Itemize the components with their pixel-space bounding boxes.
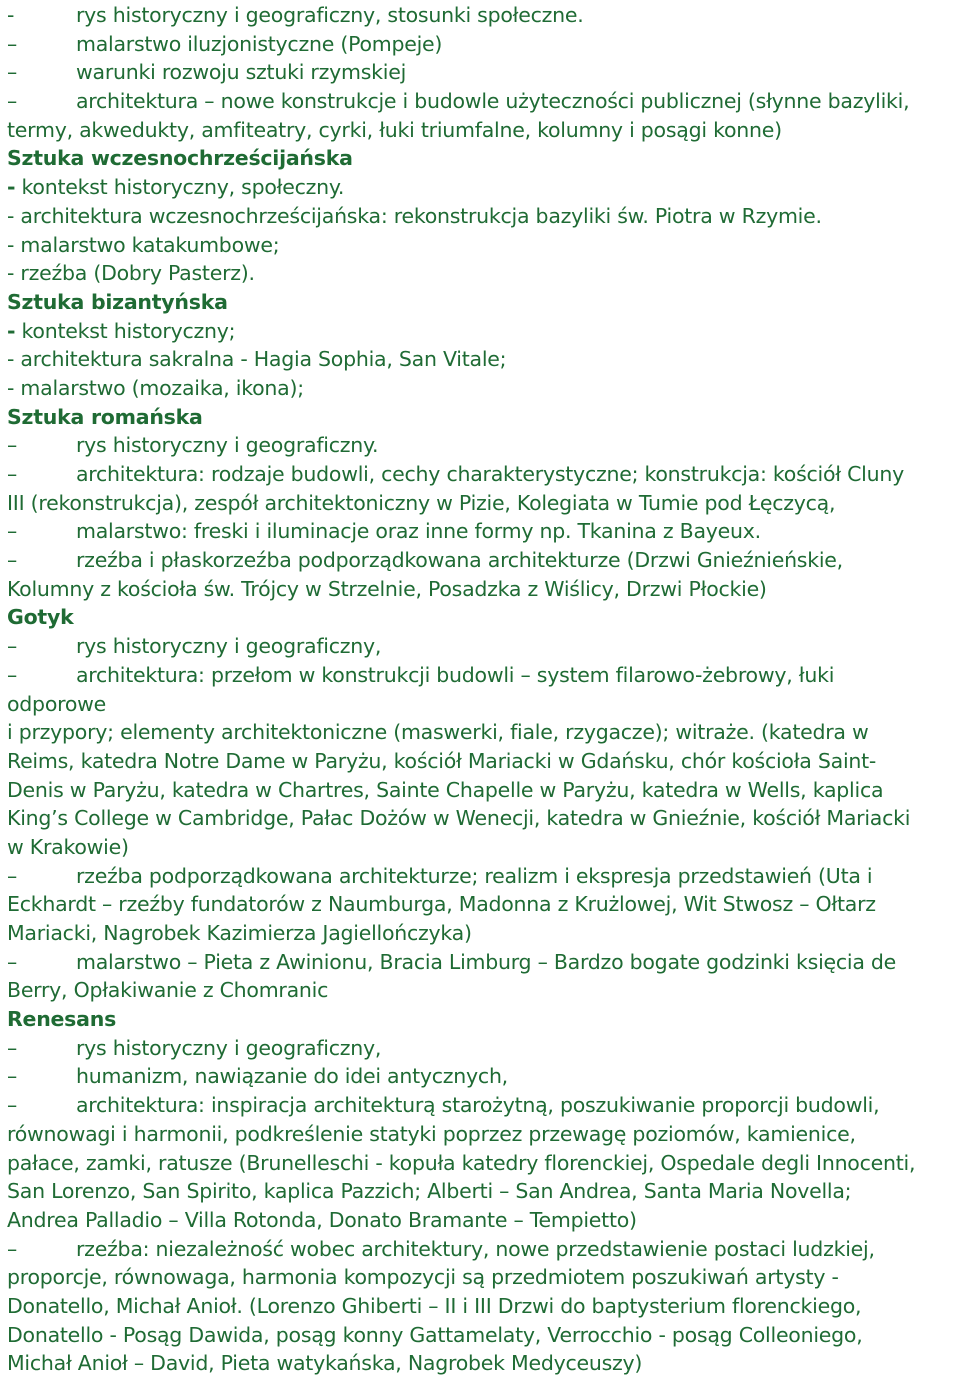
line-text: III (rekonstrukcja), zespół architektoniczny w Pizie, Kolegiata w Tumie pod Łęczycą, (7, 490, 836, 515)
text-line (7, 546, 960, 575)
text-line (7, 173, 960, 202)
text-line (7, 1206, 960, 1235)
text-line (7, 890, 960, 919)
line-bullet: – (7, 1035, 17, 1060)
line-bullet: – (7, 1236, 17, 1261)
text-line (7, 1349, 960, 1378)
text-line (7, 202, 960, 231)
line-text: Eckhardt – rzeźby fundatorów z Naumburga, Madonna z Krużlowej, Wit Stwosz – Ołtarz (7, 892, 876, 917)
text-line (7, 575, 960, 604)
line-text: Berry, Opłakiwanie z Chomranic (7, 978, 329, 1003)
line-text: architektura: inspiracja architekturą starożytną, poszukiwanie proporcji budowli, (76, 1093, 880, 1118)
line-text: malarstwo iluzjonistyczne (Pompeje) (76, 31, 443, 56)
line-text: Donatello - Posąg Dawida, posąg konny Gattamelaty, Verrocchio - posąg Colleoniego, (7, 1322, 863, 1347)
line-text: rzeźba: niezależność wobec architektury, nowe przedstawienie postaci ludzkiej, (76, 1236, 875, 1261)
text-line (7, 259, 960, 288)
line-text: Andrea Palladio – Villa Rotonda, Donato Bramante – Tempietto) (7, 1207, 637, 1232)
text-line (7, 1091, 960, 1120)
text-line (7, 1321, 960, 1350)
line-text: w Krakowie) (7, 834, 129, 859)
line-text: humanizm, nawiązanie do idei antycznych, (76, 1064, 508, 1089)
text-line (7, 976, 960, 1005)
section-heading: Sztuka bizantyńska (7, 289, 228, 314)
line-text: - malarstwo (mozaika, ikona); (7, 375, 304, 400)
text-line (7, 1235, 960, 1264)
line-text: malarstwo: freski i iluminacje oraz inne formy np. Tkanina z Bayeux. (76, 519, 761, 544)
line-text: kontekst historyczny, społeczny. (15, 175, 345, 200)
line-bullet: – (7, 863, 17, 888)
line-text: warunki rozwoju sztuki rzymskiej (76, 60, 407, 85)
line-bullet: – (7, 519, 17, 544)
line-text: architektura: rodzaje budowli, cechy charakterystyczne; konstrukcja: kościół Cluny (76, 462, 904, 486)
line-text: Mariacki, Nagrobek Kazimierza Jagiellończyka) (7, 921, 472, 945)
line-text: King’s College w Cambridge, Pałac Dożów w Wenecji, katedra w Gnieźnie, kościół Mariacki (7, 806, 911, 831)
text-line (7, 87, 960, 116)
text-line (7, 317, 960, 346)
line-text: rys historyczny i geograficzny. (76, 433, 379, 458)
line-bullet: – (7, 60, 17, 85)
text-line (7, 460, 960, 489)
text-line (7, 345, 960, 374)
section-heading: Gotyk (7, 605, 74, 630)
line-bullet: – (7, 31, 17, 56)
line-bullet: – (7, 634, 17, 659)
text-line (7, 58, 960, 87)
text-line (7, 1, 960, 30)
line-text: i przypory; elementy architektoniczne (maswerki, fiale, rzygacze); witraże. (katedra w (7, 720, 869, 745)
text-line (7, 690, 960, 719)
line-bullet: - (7, 3, 15, 27)
line-text: - malarstwo katakumbowe; (7, 232, 280, 257)
text-line (7, 231, 960, 260)
line-text: San Lorenzo, San Spirito, kaplica Pazzich; Alberti – San Andrea, Santa Maria Novella; (7, 1179, 852, 1204)
line-text: Reims, katedra Notre Dame w Paryżu, kościół Mariacki w Gdańsku, chór kościoła Saint- (7, 748, 877, 773)
text-line (7, 804, 960, 833)
line-text: równowagi i harmonii, podkreślenie statyki poprzez przewagę poziomów, kamienice, (7, 1121, 856, 1146)
line-bullet: – (7, 548, 17, 573)
line-text: rys historyczny i geograficzny, stosunki społeczne. (76, 3, 584, 27)
text-line (7, 661, 960, 690)
text-line (7, 948, 960, 977)
text-line (7, 517, 960, 546)
line-text: rys historyczny i geograficzny, (76, 634, 382, 659)
text-line (7, 374, 960, 403)
text-line (7, 776, 960, 805)
text-line (7, 862, 960, 891)
line-bullet: – (7, 89, 17, 114)
text-line (7, 747, 960, 776)
line-text: rzeźba i płaskorzeźba podporządkowana architekturze (Drzwi Gnieźnieńskie, (76, 548, 843, 573)
text-line (7, 1177, 960, 1206)
text-line (7, 431, 960, 460)
line-text: kontekst historyczny; (15, 318, 236, 343)
line-bullet: - (7, 318, 16, 343)
line-text: proporcje, równowaga, harmonia kompozycji są przedmiotem poszukiwań artysty - (7, 1265, 839, 1290)
line-bullet: – (7, 662, 17, 687)
line-text: - architektura wczesnochrześcijańska: rekonstrukcja bazyliki św. Piotra w Rzymie. (7, 203, 822, 228)
line-text: malarstwo – Pieta z Awinionu, Bracia Limburg – Bardzo bogate godzinki księcia de (76, 949, 897, 974)
line-text: odporowe (7, 691, 107, 716)
line-bullet: - (7, 175, 16, 200)
text-line (7, 632, 960, 661)
section-heading: Sztuka wczesnochrześcijańska (7, 146, 353, 171)
line-text: Kolumny z kościoła św. Trójcy w Strzelnie, Posadzka z Wiślicy, Drzwi Płockie) (7, 576, 767, 601)
line-text: termy, akwedukty, amfiteatry, cyrki, łuki triumfalne, kolumny i posągi konne) (7, 117, 782, 142)
line-text: pałace, zamki, ratusze (Brunelleschi - kopuła katedry florenckiej, Ospedale degli Innocenti, (7, 1150, 916, 1175)
line-text: rzeźba podporządkowana architekturze; realizm i ekspresja przedstawień (Uta i (76, 863, 873, 888)
line-text: architektura – nowe konstrukcje i budowle użyteczności publicznej (słynne bazyliki, (76, 89, 910, 114)
line-bullet: – (7, 949, 17, 974)
text-line (7, 1034, 960, 1063)
text-line (7, 1292, 960, 1321)
line-text: architektura: przełom w konstrukcji budowli – system filarowo-żebrowy, łuki (76, 662, 835, 687)
line-text: rys historyczny i geograficzny, (76, 1035, 382, 1060)
text-line (7, 489, 960, 518)
line-text: - architektura sakralna - Hagia Sophia, San Vitale; (7, 347, 507, 372)
text-line (7, 1120, 960, 1149)
text-line (7, 1149, 960, 1178)
line-bullet: – (7, 1064, 17, 1089)
line-text: Michał Anioł – David, Pieta watykańska, Nagrobek Medyceuszy) (7, 1351, 643, 1376)
line-bullet: – (7, 462, 17, 486)
line-bullet: – (7, 1093, 17, 1118)
text-line (7, 1263, 960, 1292)
line-text: Donatello, Michał Anioł. (Lorenzo Ghiberti – II i III Drzwi do baptysterium florenckiego, (7, 1293, 862, 1318)
text-line (7, 1062, 960, 1091)
text-line (7, 833, 960, 862)
text-line (7, 919, 960, 948)
text-line (7, 30, 960, 59)
section-heading: Renesans (7, 1007, 117, 1032)
text-line (7, 718, 960, 747)
section-heading: Sztuka romańska (7, 404, 203, 429)
text-line (7, 116, 960, 145)
line-bullet: – (7, 433, 17, 458)
line-text: Denis w Paryżu, katedra w Chartres, Sainte Chapelle w Paryżu, katedra w Wells, kaplica (7, 777, 884, 802)
line-text: - rzeźba (Dobry Pasterz). (7, 261, 255, 286)
